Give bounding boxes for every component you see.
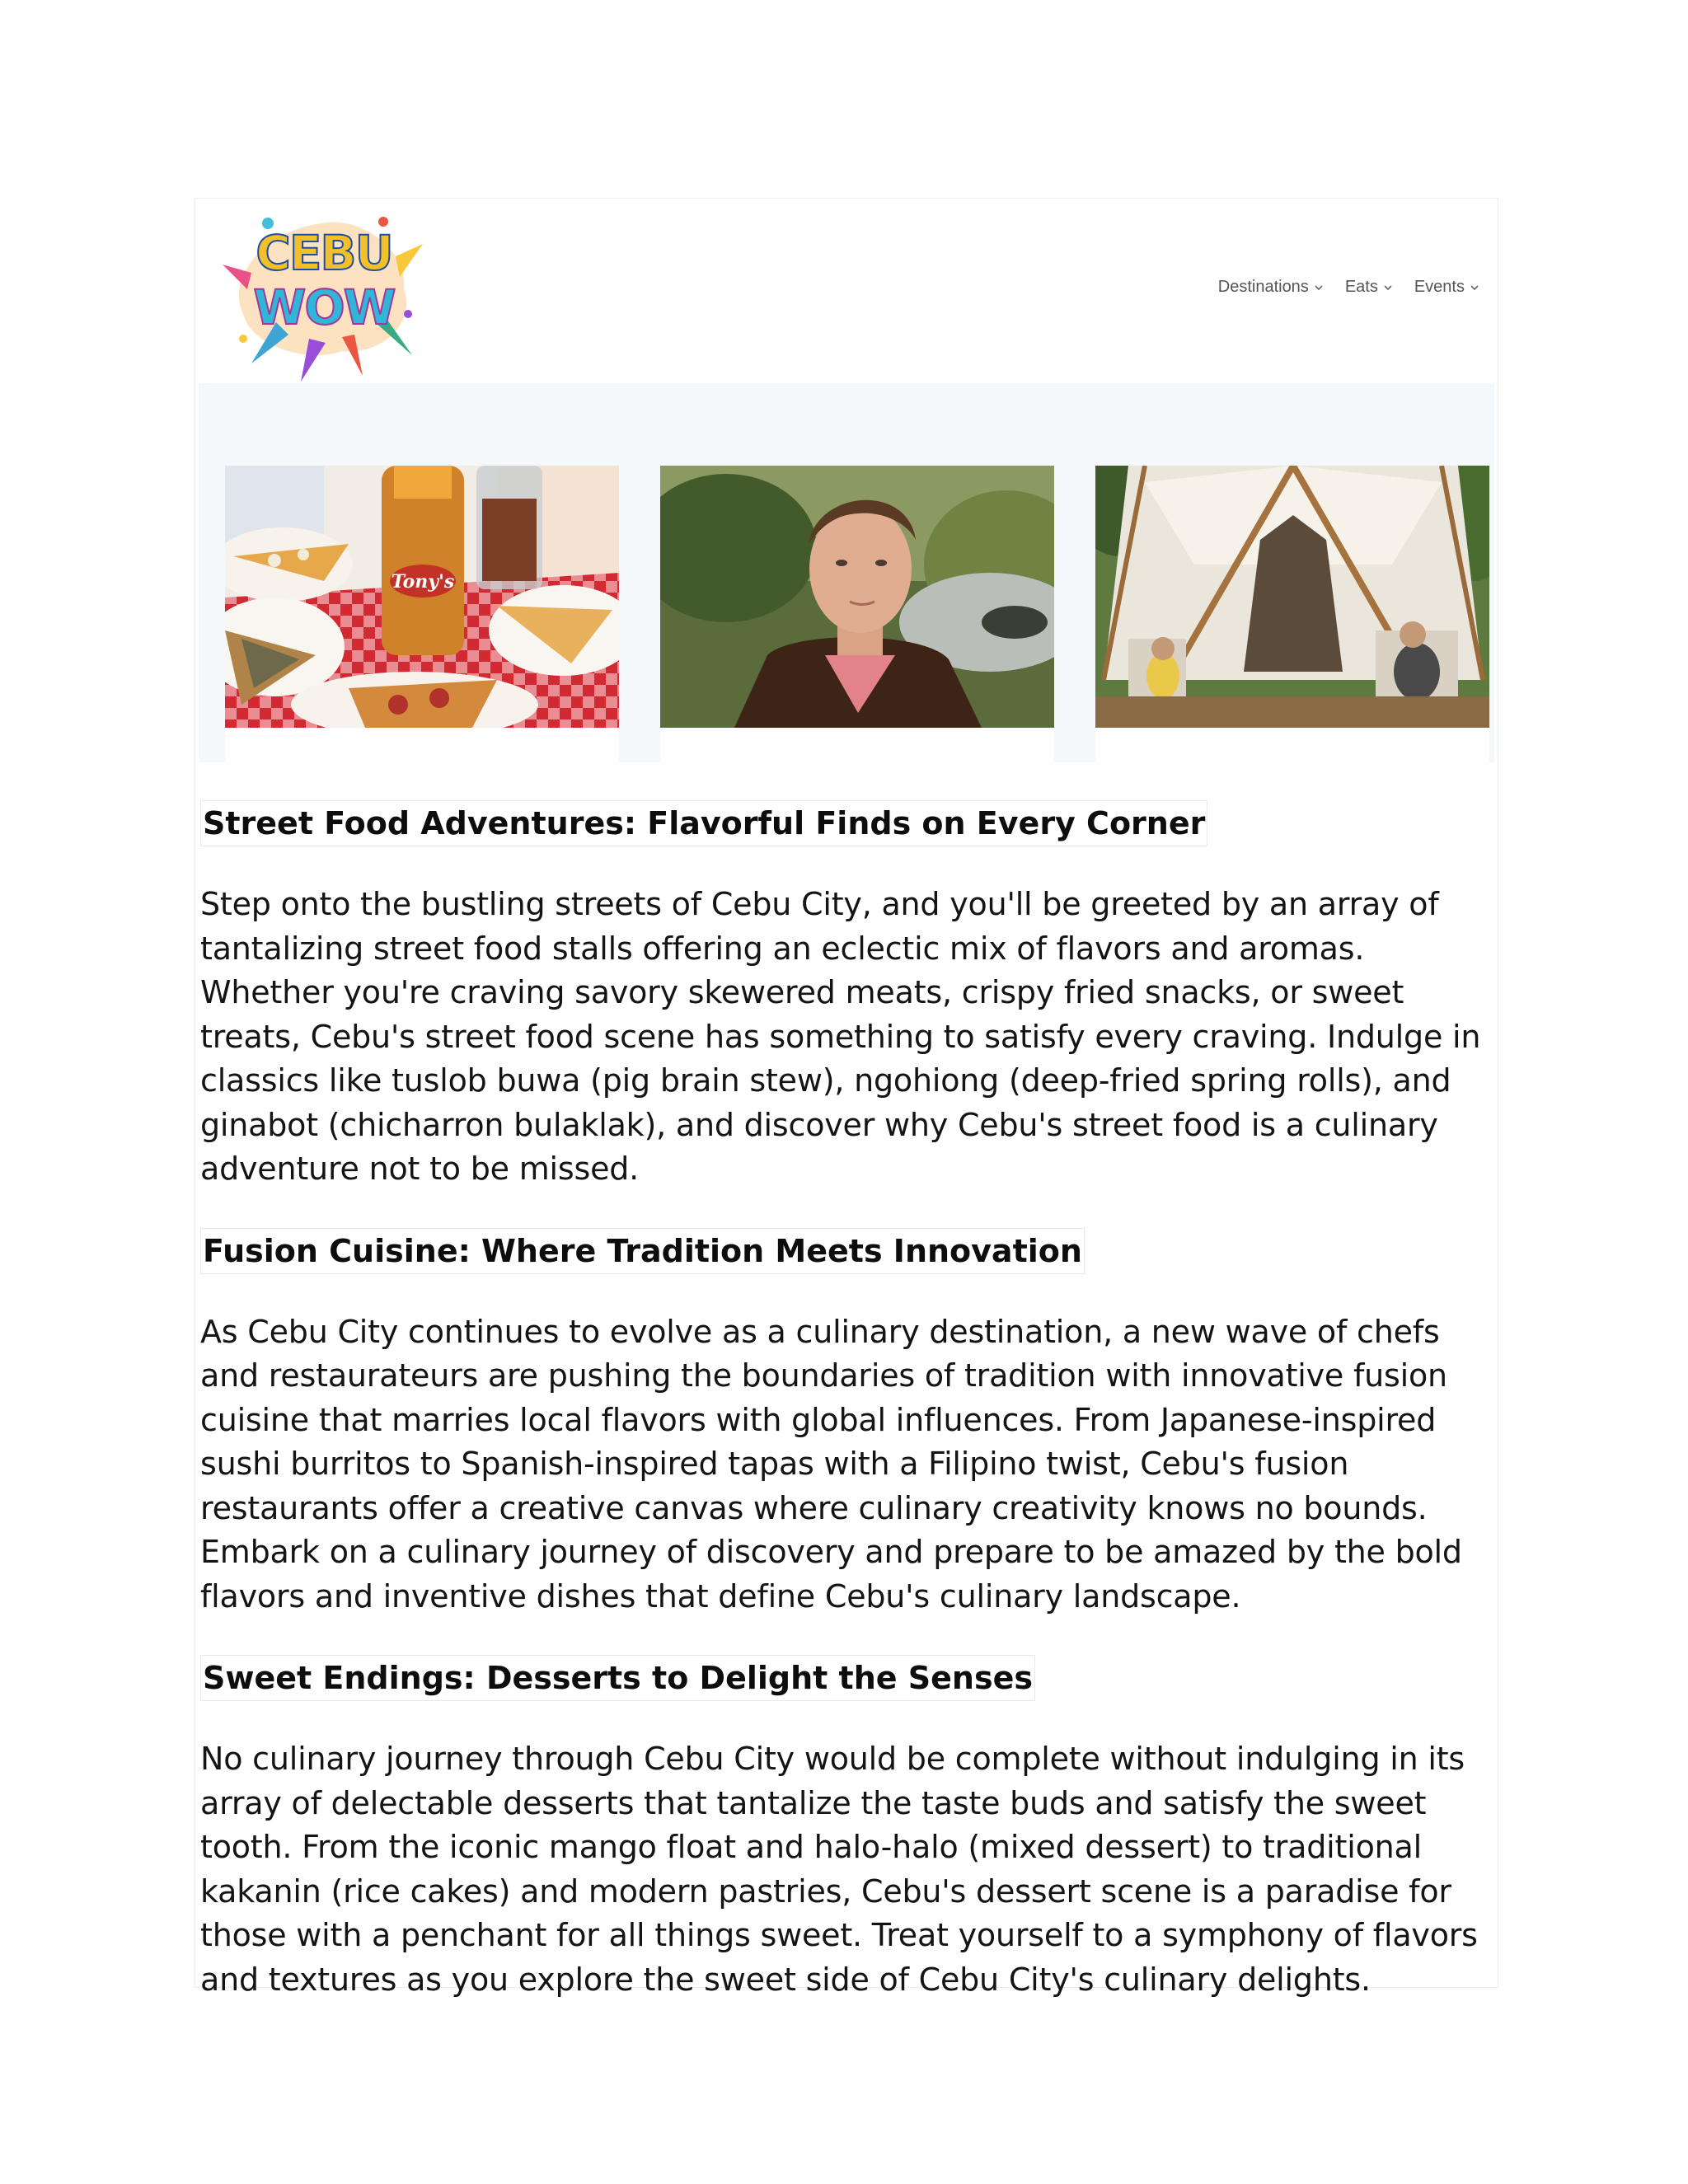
page-container xyxy=(195,198,1498,1998)
nav-eats[interactable] xyxy=(1345,278,1393,297)
nav-events-label: Events xyxy=(1414,278,1465,296)
section-heading: Street Food Adventures: Flavorful Finds on Every Corner xyxy=(200,800,1207,846)
nav-eats-label: Eats xyxy=(1344,278,1378,296)
portrait-photo xyxy=(660,466,1054,728)
tent-photo xyxy=(1095,466,1489,728)
section-heading: Sweet Endings: Desserts to Delight the Senses xyxy=(200,1655,1035,1701)
pizza-photo xyxy=(225,466,619,728)
logo-word-2: WOW xyxy=(253,279,395,335)
site-logo[interactable] xyxy=(218,199,424,383)
site-header xyxy=(195,199,1498,383)
main-nav xyxy=(1218,278,1479,297)
chevron-down-icon xyxy=(1383,283,1393,293)
tonys-label: Tony's xyxy=(391,571,455,593)
featured-card-pizza[interactable] xyxy=(225,466,619,728)
nav-destinations[interactable] xyxy=(1218,278,1324,297)
section-heading: Fusion Cuisine: Where Tradition Meets Innovation xyxy=(200,1228,1085,1274)
card-caption xyxy=(1095,728,1489,762)
chevron-down-icon xyxy=(1470,283,1479,293)
chevron-down-icon xyxy=(1314,283,1324,293)
card-caption xyxy=(660,728,1054,762)
nav-events[interactable] xyxy=(1414,278,1479,297)
section-paragraph: Step onto the bustling streets of Cebu City, and you'll be greeted by an array of tantalizing street food stalls offering an eclectic mix of flavors and aromas. Whether you're craving savory skewered meats, crispy fried snacks, or sweet treats, Cebu's street food scene has something to satisfy every craving. Indulge in classics like tuslob buwa (pig brain stew), ngohiong (deep-fried spring rolls), and ginabot (chicharron bulaklak), and discover why Cebu's street food is a culinary adventure not to be missed. xyxy=(200,886,1481,1187)
article-body xyxy=(195,800,1493,2002)
card-caption xyxy=(225,728,619,762)
nav-destinations-label: Destinations xyxy=(1217,278,1309,296)
section-paragraph: As Cebu City continues to evolve as a culinary destination, a new wave of chefs and restaurateurs are pushing the boundaries of tradition with innovative fusion cuisine that marries local flavors with global influences. From Japanese-inspired sushi burritos to Spanish-inspired tapas with a Filipino twist, Cebu's fusion restaurants offer a creative canvas where culinary creativity knows no bounds. Embark on a culinary journey of discovery and prepare to be amazed by the bold flavors and inventive dishes that define Cebu's culinary landscape. xyxy=(200,1313,1462,1615)
section-paragraph: No culinary journey through Cebu City would be complete without indulging in its array of delectable desserts that tantalize the taste buds and satisfy the sweet tooth. From the iconic mango float and halo-halo (mixed dessert) to traditional kakanin (rice cakes) and modern pastries, Cebu's dessert scene is a paradise for those with a penchant for all things sweet. Treat yourself to a symphony of flavors and textures as you explore the sweet side of Cebu City's culinary delights. xyxy=(200,1741,1478,1998)
featured-carousel xyxy=(199,383,1494,762)
featured-card-tent[interactable] xyxy=(1095,466,1489,728)
logo-word-1: CEBU xyxy=(256,225,392,281)
featured-card-portrait[interactable] xyxy=(660,466,1054,728)
